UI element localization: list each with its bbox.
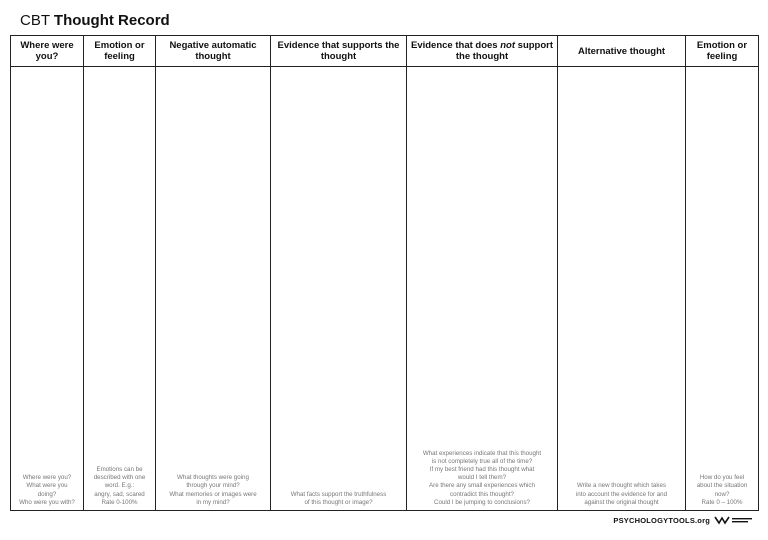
- header-evidence-supports: Evidence that supports the thought: [271, 36, 407, 67]
- entry-row: [11, 67, 759, 511]
- thought-record-table: [10, 35, 759, 511]
- header-where: Where were you?: [11, 36, 84, 67]
- cell-emotion-after[interactable]: [686, 67, 759, 511]
- cell-emotion[interactable]: [84, 67, 156, 511]
- hint-emotion: Emotions can be described with one word. E.g.: angry, sad, scared Rate 0-100%: [93, 465, 146, 506]
- header-row: [11, 36, 759, 67]
- hint-negative-thought: What thoughts were going through your mind? What memories or images were in my mind?: [169, 474, 257, 506]
- page-title: [20, 12, 170, 30]
- psychologytools-logo-icon: [714, 515, 754, 525]
- header-part-em: not: [500, 40, 516, 51]
- hint-evidence-supports: What facts support the truthfulness of this thought or image?: [290, 490, 387, 506]
- footer: [613, 515, 754, 525]
- hint-alternative-thought: Write a new thought which takes into account the evidence for and against the original thought: [575, 482, 668, 506]
- cell-evidence-supports[interactable]: [271, 67, 407, 511]
- header-part-1: Evidence that does: [411, 40, 501, 51]
- header-part-2: support the thought: [455, 40, 554, 62]
- hint-where: Where were you? What were you doing? Who were you with?: [19, 474, 75, 506]
- header-emotion-after: Emotion or feeling: [686, 36, 759, 67]
- title-main: Thought Record: [53, 12, 170, 29]
- title-prefix: CBT: [20, 12, 50, 29]
- cell-alternative-thought[interactable]: [558, 67, 686, 511]
- cell-negative-thought[interactable]: [156, 67, 271, 511]
- header-emotion: Emotion or feeling: [84, 36, 156, 67]
- hint-emotion-after: How do you feel about the situation now? Rate 0 – 100%: [696, 474, 748, 506]
- header-evidence-not-supports: [407, 36, 558, 67]
- cell-where[interactable]: [11, 67, 84, 511]
- footer-brand: PSYCHOLOGYTOOLS.org: [613, 515, 710, 525]
- cell-evidence-not-supports[interactable]: [407, 67, 558, 511]
- header-alternative-thought: Alternative thought: [558, 36, 686, 67]
- hint-evidence-not-supports: What experiences indicate that this thought is not completely true all of the time? If my best friend had this thought what would I tell them? Are there any small experiences which contradict this thought? Could I be jumping to conclusions?: [422, 449, 542, 506]
- header-negative-thought: Negative automatic thought: [156, 36, 271, 67]
